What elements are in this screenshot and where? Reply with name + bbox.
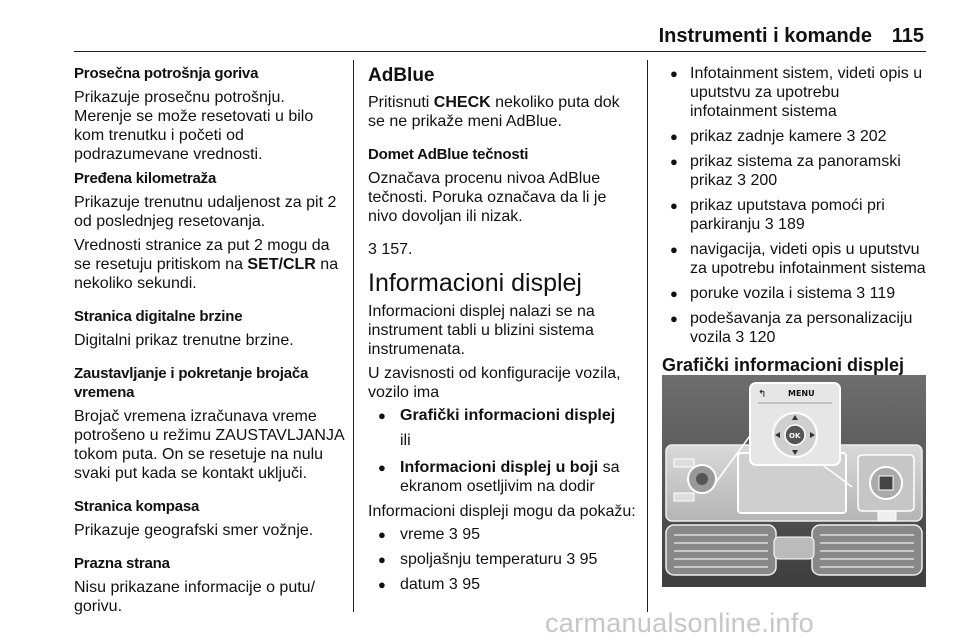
- show-items-list: [368, 525, 640, 594]
- list-item: ● Infotainment sistem, videti opis u uputstvu za upotrebu infotainment sistema: [662, 64, 928, 121]
- dashboard-illustration: [662, 375, 926, 587]
- list-item: ● prikaz sistema za panoramski prikaz 3 200: [662, 152, 928, 190]
- list-item: ● datum 3 95: [368, 575, 640, 594]
- color-display-label: Informacioni displej u boji: [400, 459, 599, 476]
- text-info-display-location: Informacioni displej nalazi se na instrument tabli u blizini sistema instrumenata.: [368, 303, 595, 358]
- heading-adblue-range: Domet AdBlue tečnosti: [368, 146, 529, 163]
- text-reset-part: Vrednosti stranice za put 2 mogu da se resetuju pritiskom na: [74, 237, 330, 273]
- display-type-list-2: [368, 458, 640, 496]
- text-adblue-end: nekoliko puta dok se ne prikaže meni AdBlue.: [368, 94, 620, 130]
- display-type-list: [368, 406, 640, 425]
- feature-list: [662, 64, 928, 347]
- text-adblue-part: Pritisnuti: [368, 94, 434, 111]
- page-reference: 3 157.: [368, 241, 413, 258]
- list-item: ● poruke vozila i sistema 3 119: [662, 284, 928, 303]
- column-divider-1: [353, 60, 354, 612]
- running-title: Instrumenti i komande: [658, 25, 872, 47]
- menu-button-label: MENU: [788, 389, 815, 398]
- text-adblue-range: Označava procenu nivoa AdBlue tečnosti. Poruka označava da li je nivo dovoljan ili nizak.: [368, 170, 607, 225]
- page-number: 115: [891, 25, 924, 47]
- heading-average-consumption: Prosečna potrošnja goriva: [74, 65, 259, 82]
- text-or: ili: [400, 432, 411, 449]
- text-empty-page: Nisu prikazane informacije o putu/ gorivu.: [74, 579, 316, 615]
- heading-digital-speed: Stranica digitalne brzine: [74, 308, 243, 325]
- color-display-suffix: sa ekranom osetljivim na dodir: [400, 459, 620, 495]
- list-item: ● spoljašnju temperaturu 3 95: [368, 550, 640, 569]
- text-info-display-config: U zavisnosti od konfiguracije vozila, vozilo ima: [368, 365, 621, 401]
- list-item-graphic-display: ● Grafički informacioni displej: [368, 406, 640, 425]
- text-average-consumption: Prikazuje prosečnu potrošnju. Merenje se može resetovati u bilo kom trenutku i početi od podrazumevane vrednosti.: [74, 89, 314, 163]
- text-reset-end: na nekoliko sekundi.: [74, 256, 339, 292]
- dashboard-figure: [662, 375, 926, 587]
- watermark: carmanualsonline.info: [545, 608, 814, 638]
- text-distance: Prikazuje trenutnu udaljenost za pit 2 od poslednjeg resetovanja.: [74, 194, 337, 230]
- list-item: ● navigacija, videti opis u uputstvu za upotrebu infotainment sistema: [662, 240, 928, 278]
- heading-graphic-display: Grafički informacioni displej: [662, 355, 905, 375]
- list-item: ● podešavanja za personalizaciju vozila 3 120: [662, 309, 928, 347]
- heading-adblue: AdBlue: [368, 65, 435, 86]
- back-icon: ↰: [758, 389, 767, 400]
- heading-stop-start-timer: Zaustavljanje i pokretanje brojača vremena: [74, 365, 309, 401]
- heading-compass: Stranica kompasa: [74, 498, 200, 515]
- list-item: ● prikaz zadnje kamere 3 202: [662, 127, 928, 146]
- text-compass: Prikazuje geografski smer vožnje.: [74, 522, 314, 539]
- column-3: [662, 64, 928, 377]
- header-rule: [74, 51, 926, 52]
- column-1: [74, 64, 346, 616]
- text-digital-speed: Digitalni prikaz trenutne brzine.: [74, 332, 294, 349]
- list-item-color-display: [368, 458, 640, 496]
- text-adblue: [368, 93, 640, 131]
- heading-distance: Pređena kilometraža: [74, 170, 217, 187]
- set-clr-label: SET/CLR: [247, 256, 316, 273]
- column-2: [368, 64, 640, 600]
- text-stop-start-timer: Brojač vremena izračunava vreme potrošeno u režimu ZAUSTAVLJANJA tokom puta. On se resetuje na nulu svaki put kada se kontakt uključi.: [74, 408, 344, 482]
- column-divider-2: [647, 60, 648, 612]
- text-displays-can-show: Informacioni displeji mogu da pokažu:: [368, 503, 636, 520]
- text-reset: [74, 236, 346, 293]
- heading-info-display: Informacioni displej: [368, 269, 582, 297]
- list-item: ● prikaz uputstava pomoći pri parkiranju 3 189: [662, 196, 928, 234]
- ok-button-label: OK: [789, 432, 801, 440]
- check-label: CHECK: [433, 94, 491, 111]
- page-header: [0, 0, 960, 52]
- heading-empty-page: Prazna strana: [74, 555, 170, 572]
- list-item: ● vreme 3 95: [368, 525, 640, 544]
